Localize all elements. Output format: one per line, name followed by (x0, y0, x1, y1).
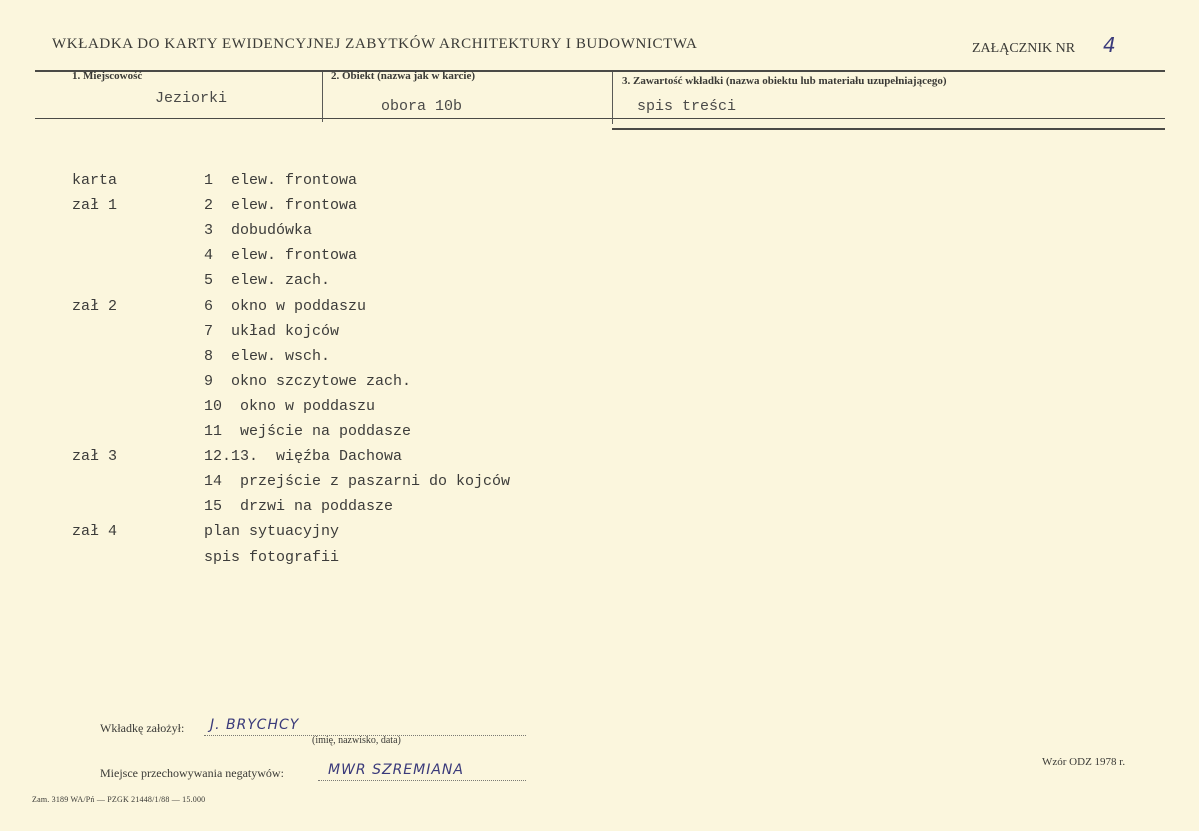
contents-entry: 8 elew. wsch. (204, 348, 331, 365)
contents-group-label: zał 1 (72, 197, 118, 214)
founder-signature: J. BRYCHCY (210, 717, 300, 733)
storage-label: Miejsce przechowywania negatywów: (100, 766, 284, 780)
contents-entry: 9 okno szczytowe zach. (204, 373, 412, 390)
header-bottom-rule-right (612, 128, 1165, 130)
contents-entry: 15 drzwi na poddasze (204, 498, 394, 515)
header-bottom-rule (35, 118, 1165, 119)
object-label: 2. Obiekt (nazwa jak w karcie) (331, 70, 476, 82)
printer-imprint: Zam. 3189 WA/Pń — PZGK 21448/1/88 — 15.000 (32, 795, 206, 804)
contents-entry: 7 układ kojców (204, 323, 340, 340)
field-divider (612, 72, 613, 124)
contents-group-label: zał 2 (72, 298, 118, 315)
contents-entry: 14 przejście z paszarni do kojców (204, 473, 511, 490)
locality-value: Jeziorki (155, 90, 228, 107)
founder-hint: (imię, nazwisko, data) (312, 735, 401, 746)
contents-entry: 4 elew. frontowa (204, 247, 358, 264)
contents-group-label: zał 4 (72, 523, 118, 540)
founder-label: Wkładkę założył: (100, 721, 185, 735)
annex-number: 4 (1103, 33, 1116, 57)
storage-dotted-line (318, 780, 526, 781)
contents-entry: 6 okno w poddaszu (204, 298, 367, 315)
form-title: WKŁADKA DO KARTY EWIDENCYJNEJ ZABYTKÓW ARCHITEKTURY I BUDOWNICTWA (52, 36, 698, 52)
contents-entry: 2 elew. frontowa (204, 197, 358, 214)
contents-group-label: zał 3 (72, 448, 118, 465)
content-value: spis treści (637, 98, 737, 115)
contents-group-label: karta (72, 172, 118, 189)
field-divider (322, 72, 323, 122)
contents-entry: 12.13. więźba Dachowa (204, 448, 403, 465)
header-top-rule (35, 70, 1165, 72)
storage-signature: MWR SZREMIANA (328, 762, 464, 778)
annex-label: ZAŁĄCZNIK NR (972, 41, 1076, 56)
contents-entry: spis fotografii (204, 549, 340, 566)
content-label: 3. Zawartość wkładki (nazwa obiektu lub materiału uzupełniającego) (622, 75, 947, 87)
form-model: Wzór ODZ 1978 r. (1042, 756, 1126, 768)
contents-entry: 10 okno w poddaszu (204, 398, 376, 415)
contents-entry: 5 elew. zach. (204, 272, 331, 289)
object-value: obora 10b (381, 98, 463, 115)
contents-entry: 11 wejście na poddasze (204, 423, 412, 440)
contents-entry: plan sytuacyjny (204, 523, 340, 540)
contents-entry: 1 elew. frontowa (204, 172, 358, 189)
locality-label: 1. Miejscowość (72, 70, 143, 82)
contents-entry: 3 dobudówka (204, 222, 313, 239)
